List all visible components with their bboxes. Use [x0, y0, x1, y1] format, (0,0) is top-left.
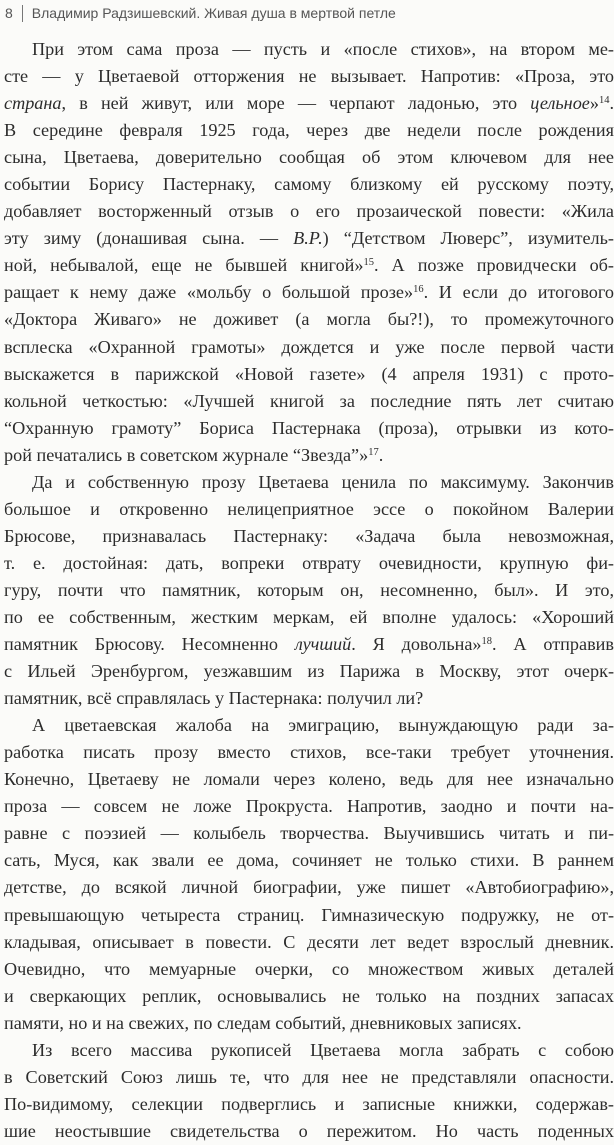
text-line: памятник, всё справлялась у Пастернака: получил ли?: [4, 688, 424, 709]
text-line: превышающую четыреста страниц. Гимназическую подружку, не от-: [4, 904, 614, 925]
text-line: Из всего массива рукописей Цветаева могла забрать с собою: [32, 1039, 614, 1060]
text-line: шие неостывшие свидетельства о пережитом. Но часть поденных: [4, 1120, 614, 1141]
text-line: По-видимому, селекции подверглись и записные книжки, содержав-: [4, 1093, 614, 1114]
text-line: В середине февраля 1925 года, через две недели после рождения: [4, 120, 614, 141]
text-line: рой печатались в советском журнале “Звезда”»$^{17}$.: [4, 444, 384, 465]
text-line: сать, Муся, как звали ее дома, сочиняет не только стихи. В раннем: [4, 850, 614, 871]
header-divider: [22, 5, 23, 22]
text-line: ной, небывалой, еще не бывшей книгой»$^{15}$. А позже провидчески об-: [4, 255, 614, 276]
text-line: и сверкающих реплик, основывались не только на поздних запасах: [4, 985, 614, 1006]
text-line: При этом сама проза — пусть и «после стихов», на втором ме-: [32, 39, 614, 59]
text-line: работка писать прозу вместо стихов, все-таки требует уточнения.: [4, 742, 614, 763]
text-line: Да и собственную прозу Цветаева ценила по максимуму. Закончив: [32, 471, 614, 492]
text-line: событии Борису Пастернаку, самому близкому ей русскому поэту,: [4, 174, 614, 195]
running-title: Владимир Радзишевский. Живая душа в мертвой петле: [31, 5, 396, 21]
text-line: кольной четкостью: «Лучшей книгой за последние пять лет считаю: [4, 390, 614, 411]
text-line: добавляет восторженный отзыв о его прозаической повести: «Жила: [4, 201, 614, 222]
body-text: [4, 36, 614, 1145]
text-line: сына, Цветаева, доверительно сообщая об этом ключевом для нее: [4, 147, 614, 168]
text-line: т. е. достойная: дать, вопреки отврату очевидности, крупную фи-: [4, 552, 614, 573]
text-line: с Ильей Эренбургом, уезжавшим из Парижа в Москву, этот очерк-: [4, 661, 614, 682]
text-line: Конечно, Цветаеву не ломали через колено, ведь для нее изначально: [4, 769, 614, 790]
text-line: памяти, но и на свежих, по следам событий, дневниковых записях.: [4, 1012, 522, 1033]
text-line: сте — у Цветаевой отторжения не вызывает. Напротив: «Проза, это: [4, 66, 614, 87]
text-line: страна, в ней живут, или море — черпают ладонью, это цельное»$^{14}$.: [4, 93, 614, 114]
text-line: выскажется в парижской «Новой газете» (4 апреля 1931) с прото-: [4, 363, 614, 384]
text-line: равне с поэзией — колыбель творчества. Выучившись читать и пи-: [4, 823, 614, 844]
text-line: детстве, до всякой личной биографии, уже пишет «Автобиографию»,: [4, 877, 614, 898]
text-line: Очевидно, что мемуарные очерки, со множеством живых деталей: [4, 958, 614, 979]
text-line: по ее собственным, жестким меркам, ей вполне удалось: «Хороший: [4, 606, 614, 627]
text-line: гуру, почти что памятник, которым он, несомненно, был». И это,: [4, 579, 614, 600]
text-line: ращает к нему даже «мольбу о большой прозе»$^{16}$. И если до итогового: [4, 282, 614, 303]
text-line: А цветаевская жалоба на эмиграцию, вынуждающую ради за-: [32, 715, 614, 736]
text-line: памятник Брюсову. Несомненно лучший. Я довольна»$^{18}$. А отправив: [4, 634, 614, 655]
text-line: “Охранную грамоту” Бориса Пастернака (проза), отрывки из кото-: [4, 417, 614, 438]
text-line: «Доктора Живаго» не доживет (а могла бы?!), то промежуточного: [4, 309, 614, 330]
text-line: Брюсове, признавалась Пастернаку: «Задача была невозможная,: [4, 525, 614, 546]
text-line: в Советский Союз лишь те, что для нее не представляли опасности.: [4, 1066, 614, 1087]
page-number: 8: [5, 5, 13, 21]
text-line: кладывая, описывает в повести. С десяти лет ведет взрослый дневник.: [4, 931, 614, 952]
text-line: всплеска «Охранной грамоты» дождется и уже после первой части: [4, 336, 614, 357]
running-header: [5, 2, 396, 24]
text-line: эту зиму (донашивая сына. — В.Р.) “Детством Люверс”, изумитель-: [4, 228, 614, 249]
text-line: проза — совсем не ложе Прокруста. Напротив, заодно и почти на-: [4, 796, 614, 817]
text-line: большое и откровенно нелицеприятное эссе о покойном Валерии: [4, 498, 614, 519]
